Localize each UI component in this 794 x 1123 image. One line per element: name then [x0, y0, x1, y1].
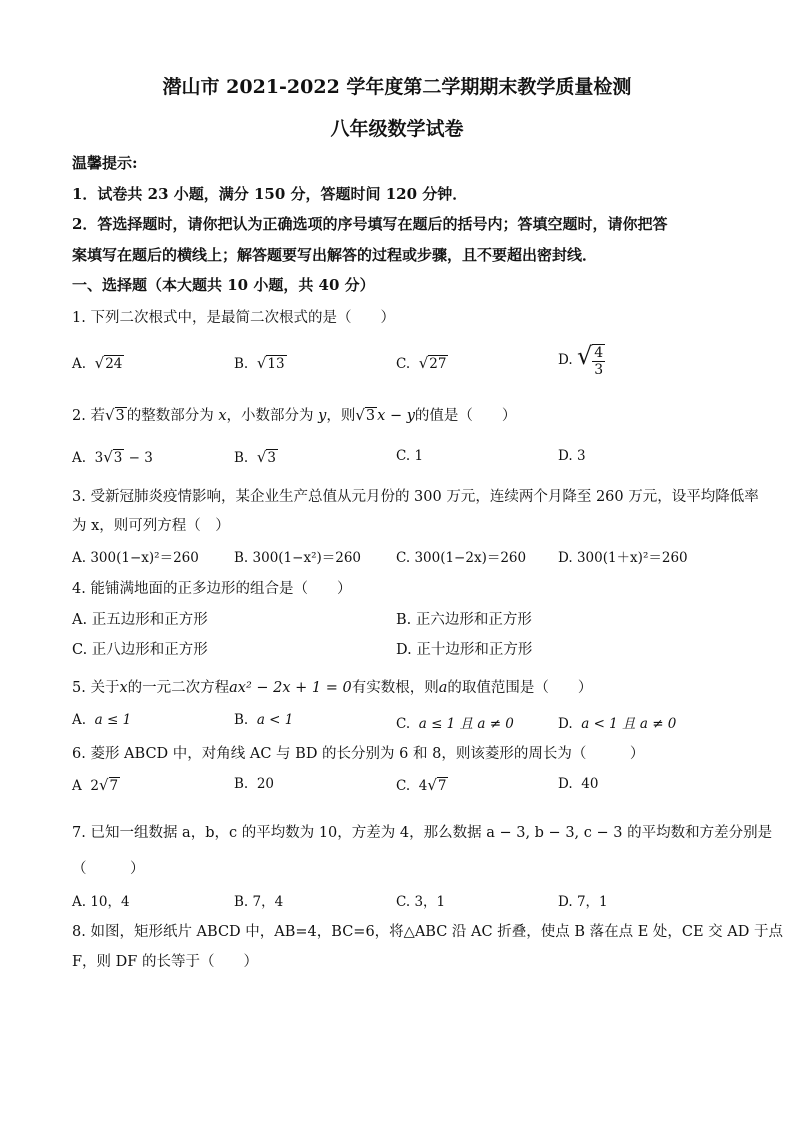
option-label: B. — [234, 550, 249, 566]
expression: x − y — [377, 408, 415, 424]
option-label: A. — [72, 550, 87, 566]
radicand: 3 — [115, 408, 125, 424]
option-label: A. — [72, 712, 87, 728]
radicand: 13 — [267, 356, 285, 372]
question-7-stem-line-2: （ ） — [72, 861, 145, 877]
radicand: 27 — [429, 356, 447, 372]
question-6-option-c: C. 4√7 — [396, 776, 447, 794]
option-text: 300(1＋x)²＝260 — [576, 550, 688, 566]
question-5-option-d — [558, 712, 676, 732]
question-7-option-c — [396, 890, 445, 910]
radicand: 3 — [365, 408, 376, 424]
question-2-option-d — [558, 448, 586, 464]
fraction-numerator: 4 — [594, 344, 604, 361]
question-7-option-a — [72, 890, 130, 910]
option-text: 3 — [576, 448, 586, 464]
radicand: 7 — [109, 778, 119, 794]
variable-y: y — [318, 408, 327, 424]
question-3-option-c — [396, 546, 526, 566]
stem-text: 的一元二次方程 — [127, 680, 230, 696]
question-6-option-a: A 2√7 — [72, 776, 119, 794]
question-6-option-d — [558, 776, 598, 792]
variable-a: a — [438, 680, 448, 696]
question-2-option-c — [396, 448, 423, 464]
fraction-denominator: 3 — [594, 361, 604, 378]
stem-text: 有实数根，则 — [351, 680, 439, 696]
option-label: D. — [558, 448, 573, 464]
question-2-stem: 2. 若√3 的整数部分为 x，小数部分为 y，则√3 x − y的值是（ ） — [72, 406, 517, 424]
option-text: a < 1 且 a ≠ 0 — [581, 716, 677, 732]
stem-text: ，小数部分为 — [226, 408, 314, 424]
question-5-option-a — [72, 712, 131, 728]
option-label: B. — [234, 356, 249, 372]
option-text: 300(1−x²)＝260 — [252, 550, 362, 566]
option-text: a ≤ 1 且 a ≠ 0 — [418, 716, 514, 732]
coefficient: 2 — [90, 778, 99, 794]
question-3-stem-line-1: 3. 受新冠肺炎疫情影响，某企业生产总值从元月份的 300 万元，连续两个月降至 260 万元，设平均降低率 — [72, 489, 759, 505]
question-7-option-b — [234, 890, 283, 910]
equation: ax² − 2x + 1 = 0 — [229, 680, 352, 696]
option-label: B. — [234, 712, 249, 728]
option-text: 10，4 — [90, 894, 130, 910]
question-5-stem — [72, 676, 592, 697]
option-text: 300(1−x)²＝260 — [90, 550, 199, 566]
tips-item-2-line-2: 案填写在题后的横线上；解答题要写出解答的过程或步骤，且不要超出密封线． — [72, 246, 598, 264]
question-5-option-c — [396, 712, 514, 732]
stem-text: 的整数部分为 — [126, 408, 214, 424]
tips-item-2-line-1: 2．答选择题时，请你把认为正确选项的序号填写在题后的括号内；答填空题时，请你把答 — [72, 215, 668, 233]
question-1-option-b: B. √13 — [234, 354, 285, 372]
option-label: C. — [396, 550, 411, 566]
question-6-option-b — [234, 776, 274, 792]
question-3-stem-line-2: 为 x，则可列方程（ ） — [72, 518, 230, 534]
question-3-option-a — [72, 546, 199, 566]
question-8-stem-line-2: F，则 DF 的长等于（ ） — [72, 954, 258, 970]
option-label: C. — [396, 716, 411, 732]
option-text: 正八边形和正方形 — [91, 642, 208, 658]
option-text: 正六边形和正方形 — [415, 612, 532, 628]
option-label: C. — [396, 356, 411, 372]
option-label: B. — [234, 776, 249, 792]
variable-x: x — [119, 680, 128, 696]
option-label: D. — [558, 550, 573, 566]
option-text: 正十边形和正方形 — [416, 642, 533, 658]
stem-text: 2. 若 — [72, 408, 105, 424]
option-text: 3，1 — [414, 894, 446, 910]
option-label: B. — [234, 894, 249, 910]
option-text: a ≤ 1 — [94, 712, 132, 728]
question-1-option-a: A. √24 — [72, 354, 123, 372]
tips-heading: 温馨提示: — [72, 154, 138, 172]
option-label: A — [72, 778, 82, 794]
section-heading: 一、选择题（本大题共 10 小题，共 40 分） — [72, 276, 375, 294]
option-label: C. — [396, 778, 411, 794]
option-label: A. — [72, 356, 87, 372]
question-3-option-d — [558, 546, 688, 566]
question-4-option-c — [72, 638, 208, 659]
option-label: D. — [558, 894, 573, 910]
question-5-option-b — [234, 712, 293, 728]
option-text: 1 — [414, 448, 424, 464]
question-4-option-d — [396, 638, 532, 659]
stem-text: 的值是（ ） — [414, 408, 517, 424]
page-subtitle: 八年级数学试卷 — [330, 118, 464, 140]
option-label: A. — [72, 612, 88, 628]
question-2-option-b: B. √3 — [234, 448, 276, 466]
option-text: 300(1−2x)＝260 — [414, 550, 527, 566]
tips-item-1: 1．试卷共 23 小题，满分 150 分，答题时间 120 分钟． — [72, 185, 468, 203]
question-3-option-b — [234, 546, 361, 566]
stem-text: 的取值范围是（ ） — [447, 680, 593, 696]
radicand: 3 — [113, 450, 123, 466]
question-8-stem-line-1: 8. 如图，矩形纸片 ABCD 中，AB=4，BC=6，将△ABC 沿 AC 折叠，使点 B 落在点 E 处，CE 交 AD 于点 — [72, 924, 783, 940]
option-text: 7，4 — [252, 894, 284, 910]
option-label: C. — [72, 642, 88, 658]
option-label: D. — [558, 776, 573, 792]
option-label: C. — [396, 894, 411, 910]
option-tail: − 3 — [124, 450, 153, 466]
option-text: 正五边形和正方形 — [91, 612, 208, 628]
radicand: 3 — [267, 450, 276, 466]
coefficient: 3 — [94, 450, 104, 466]
option-text: 20 — [256, 776, 274, 792]
option-label: B. — [234, 450, 249, 466]
option-label: D. — [558, 716, 573, 732]
stem-text: ，则 — [326, 408, 356, 424]
question-4-option-a — [72, 608, 208, 629]
question-7-option-d — [558, 890, 608, 910]
option-label: D. — [396, 642, 412, 658]
question-1-option-d: D. √ $\frac{4}{3}$ — [558, 342, 604, 378]
question-7-stem-line-1: 7. 已知一组数据 a，b，c 的平均数为 10，方差为 4，那么数据 a − 3, b − 3, c − 3 的平均数和方差分别是 — [72, 825, 773, 841]
question-4-option-b — [396, 608, 532, 629]
page-title: 潜山市 2021-2022 学年度第二学期期末教学质量检测 — [162, 76, 632, 98]
option-label: A. — [72, 894, 87, 910]
question-4-stem: 4. 能铺满地面的正多边形的组合是（ ） — [72, 581, 352, 597]
option-label: B. — [396, 612, 412, 628]
radicand: 7 — [437, 778, 447, 794]
option-label: A. — [72, 450, 87, 466]
question-1-option-c: C. √27 — [396, 354, 447, 372]
question-2-option-a: A. 3√3 − 3 — [72, 448, 153, 466]
radicand: 24 — [105, 356, 123, 372]
question-1-stem: 1. 下列二次根式中，是最简二次根式的是（ ） — [72, 310, 395, 326]
variable-x: x — [218, 408, 227, 424]
option-text: 7，1 — [576, 894, 608, 910]
stem-text: 5. 关于 — [72, 680, 120, 696]
coefficient: 4 — [418, 778, 428, 794]
option-label: D. — [558, 352, 573, 368]
option-text: 40 — [581, 776, 599, 792]
option-text: a < 1 — [256, 712, 294, 728]
option-label: C. — [396, 448, 411, 464]
question-6-stem: 6. 菱形 ABCD 中，对角线 AC 与 BD 的长分别为 6 和 8，则该菱形的周长为（ ） — [72, 746, 645, 762]
